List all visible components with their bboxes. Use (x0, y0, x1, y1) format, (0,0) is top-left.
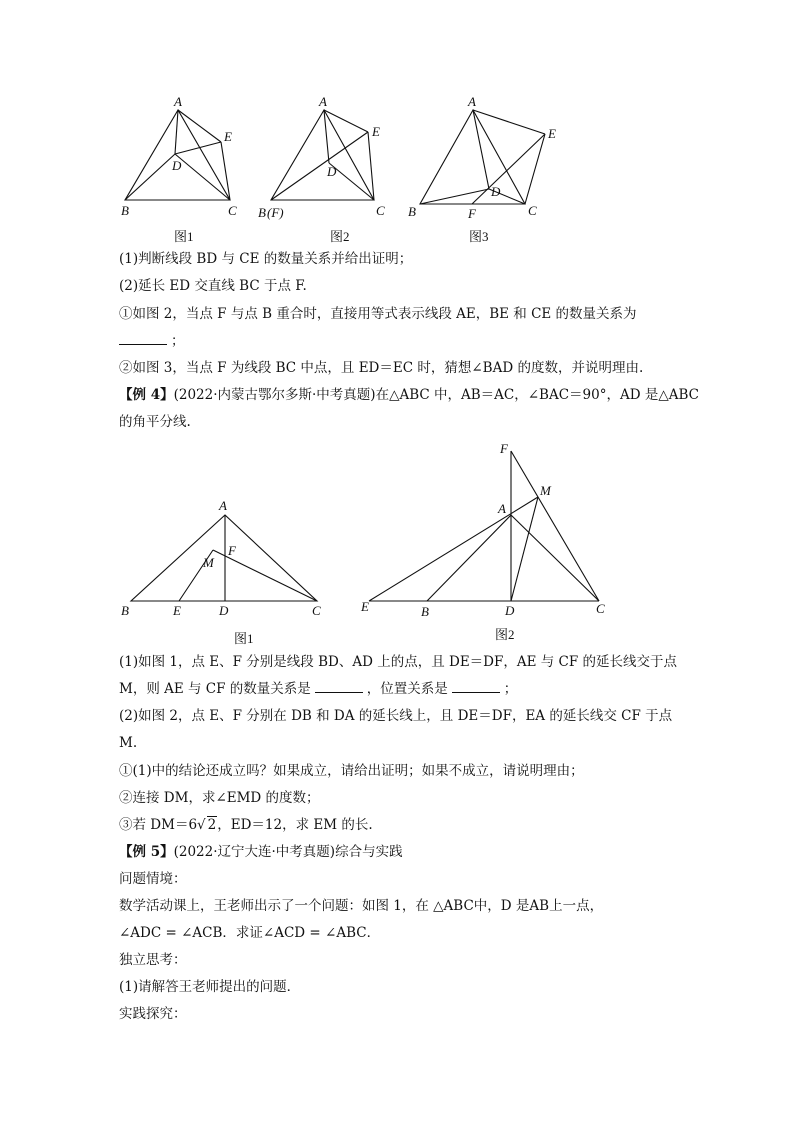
ex5-heading-line (119, 843, 403, 861)
fig2-triangle-abc (271, 110, 374, 200)
ex5-section-practice: 实践探究： (119, 1006, 187, 1022)
ex4-fig2-label-a: A (498, 501, 506, 516)
ex4-question-1-line-1: (1)如图 1，点 E、F 分别是线段 BD、AD 上的点，且 DE＝DF，AE 与 CF 的延长线交于点 (119, 654, 678, 670)
ex4-fig1-label-a: A (219, 498, 227, 513)
ex4-q2-3-text-a: ③若 DM＝6 (119, 817, 198, 833)
fig3-label-a: A (468, 94, 476, 109)
fig3-triangle-abc (420, 110, 525, 204)
top-figure-3-caption: 图3 (469, 229, 489, 244)
ex5-section-think: 独立思考： (119, 952, 187, 968)
ex4-fig1-label-m: M (203, 555, 214, 570)
fig2-label-e: E (372, 124, 380, 139)
ex5-source: (2022·辽宁大连·中考真题) (173, 844, 336, 860)
ex4-question-2-line-1: (2)如图 2，点 E、F 分别在 DB 和 DA 的延长线上，且 DE＝DF，EA 的延长线交 CF 于点 (119, 708, 673, 724)
ex4-fig2-label-f: F (500, 441, 508, 456)
ex4-figure-2 (355, 435, 620, 620)
ex4-question-1-line-2 (119, 680, 517, 698)
fig3-segment-bd (420, 189, 489, 204)
fig2-label-b: B (258, 205, 266, 220)
ex3-question-2: (2)延长 ED 交直线 BC 于点 F. (119, 278, 307, 294)
ex4-fig2-label-e: E (361, 599, 369, 614)
ex4-source: (2022·内蒙古鄂尔多斯·中考真题) (173, 387, 376, 403)
ex4-stem-line-1 (119, 386, 699, 404)
ex4-question-2-2: ②连接 DM，求∠EMD 的度数； (119, 790, 320, 806)
ex4-figure-1-caption: 图1 (234, 631, 254, 646)
fig3-segment-fde (472, 134, 545, 204)
fig2-segment-bde (271, 132, 368, 200)
fig3-label-c: C (528, 203, 537, 218)
ex4-fig2-label-c: C (596, 601, 605, 616)
ex4-fig2-label-m: M (540, 483, 551, 498)
ex4-figure-2-caption: 图2 (495, 627, 515, 642)
fig1-label-d: D (172, 158, 182, 173)
ex4-heading: 【例 4】 (119, 387, 174, 403)
ex4-stem: 在△ABC 中，AB＝AC，∠BAC＝90°，AD 是△ABC (375, 387, 699, 403)
ex4-fig1-label-c: C (312, 603, 321, 618)
top-figure-3 (403, 92, 563, 222)
ex4-fig2-segment-ac (511, 515, 599, 601)
ex4-question-2-3 (119, 816, 373, 834)
ex4-fig2-segment-md (511, 497, 538, 601)
ex4-fig1-triangle-abc (131, 515, 317, 601)
ex5-heading: 【例 5】 (119, 844, 174, 860)
fig1-segment-ae (178, 110, 221, 142)
answer-blank-quantity[interactable] (315, 681, 363, 693)
fig1-label-c: C (228, 203, 237, 218)
ex4-question-2-line-2: M. (119, 735, 138, 751)
ex4-fig2-label-b: B (421, 604, 429, 619)
top-figure-1-caption: 图1 (174, 229, 194, 244)
ex4-q2-3-text-b: ，ED＝12，求 EM 的长. (217, 817, 373, 833)
sqrt-radicand: 2 (207, 817, 217, 833)
ex4-fig1-label-e: E (173, 603, 181, 618)
fig2-label-f: (F) (267, 205, 284, 220)
fig3-label-e: E (548, 126, 556, 141)
ex4-fig1-label-d: D (219, 603, 229, 618)
ex4-fig1-label-b: B (121, 603, 129, 618)
fig1-segment-ad (175, 110, 178, 154)
ex4-figure-1 (115, 495, 340, 620)
ex4-q1-text-c: ； (503, 681, 518, 697)
fig2-label-c: C (376, 203, 385, 218)
fig3-label-f: F (468, 206, 476, 221)
ex5-question-1: (1)请解答王老师提出的问题． (119, 979, 301, 995)
ex4-fig1-label-f: F (228, 543, 236, 558)
top-figure-1 (110, 92, 250, 222)
ex3-question-2-1: ①如图 2，当点 F 与点 B 重合时，直接用等式表示线段 AE，BE 和 CE 的数量关系为 (119, 306, 637, 322)
fig3-label-b: B (408, 204, 416, 219)
fig3-label-d: D (491, 184, 501, 199)
fig2-label-d: D (327, 164, 337, 179)
answer-blank-position[interactable] (452, 681, 500, 693)
fig1-label-a: A (174, 94, 182, 109)
fig3-segment-ec (525, 134, 545, 204)
fig2-label-a: A (319, 94, 327, 109)
fig1-segment-bd (125, 154, 175, 200)
ex5-stem-line-1: 数学活动课上，王老师出示了一个问题：如图 1，在 △ABC中，D 是AB上一点， (119, 898, 604, 914)
ex5-title: 综合与实践 (335, 844, 403, 860)
ex3-question-1: (1)判断线段 BD 与 CE 的数量关系并给出证明； (119, 251, 413, 267)
ex3-question-2-1-blank-line (119, 332, 185, 350)
sqrt-symbol: √ (197, 817, 206, 833)
fig1-label-b: B (121, 203, 129, 218)
ex3-question-2-2: ②如图 3，当点 F 为线段 BC 中点，且 ED＝EC 时，猜想∠BAD 的度数，并说明理由. (119, 360, 644, 376)
fig1-label-e: E (224, 129, 232, 144)
ex4-stem-line-2: 的角平分线. (119, 414, 191, 430)
ex4-fig2-segment-em (369, 497, 538, 601)
top-figure-2-caption: 图2 (330, 229, 350, 244)
ex5-section-problem: 问题情境： (119, 871, 187, 887)
ex4-question-2-1: ①(1)中的结论还成立吗？如果成立，请给出证明；如果不成立，请说明理由； (119, 763, 584, 779)
ex4-fig2-segment-fc (511, 451, 599, 601)
answer-blank[interactable] (119, 333, 167, 345)
ex3-q2-1-end: ； (171, 333, 185, 349)
fig3-segment-ad (473, 110, 489, 189)
ex4-q1-text-b: ，位置关系是 (366, 681, 448, 697)
fig1-segment-dc (175, 154, 230, 200)
ex4-fig2-label-d: D (505, 603, 515, 618)
top-figure-2 (255, 92, 395, 222)
ex4-q1-text-a: M，则 AE 与 CF 的数量关系是 (119, 681, 311, 697)
ex5-stem-line-2: ∠ADC = ∠ACB．求证∠ACD = ∠ABC． (119, 925, 381, 941)
